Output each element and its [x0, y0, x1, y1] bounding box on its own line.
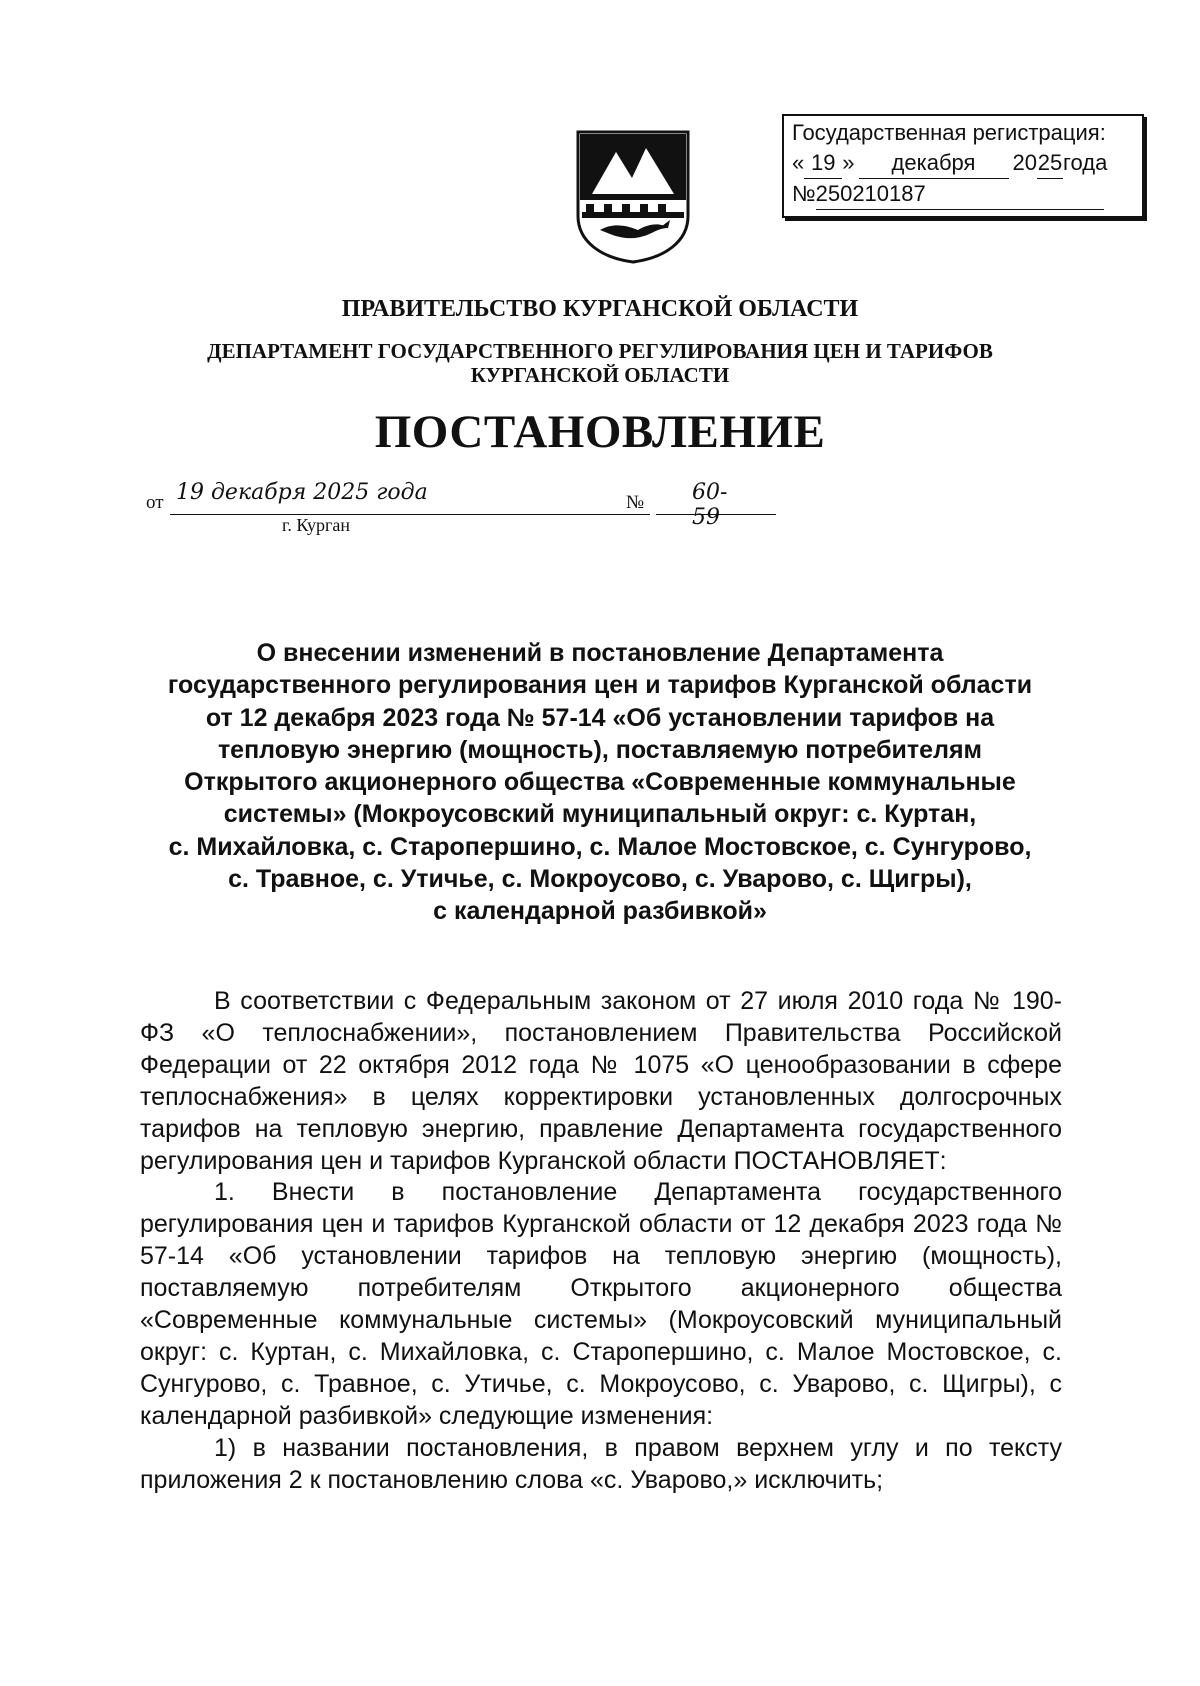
title-line: системы» (Мокроусовский муниципальный округ: с. Куртан,: [223, 800, 977, 829]
title-line: с. Михайловка, с. Старопершино, с. Малое Мостовское, с. Сунгурово,: [168, 832, 1032, 861]
title-line: Открытого акционерного общества «Современные коммунальные: [184, 768, 1016, 797]
item-1-paragraph: 1. Внести в постановление Департамента государственного регулирования цен и тарифов Курганской области от 12 декабря 2023 года № 57-14 «Об установлении тарифов на тепловую энергию (мощность), поставляемую потребителям Открытого акционерного общества «Современные коммунальные системы» (Мокроусовский муниципальный округ: с. Куртан, с. Михайловка, с. Старопершино, с. Малое Мостовское, с. Сунгурово, с. Травное, с. Утичье, с. Мокроусово, с. Уварово, с. Щигры), с календарной разбивкой» следующие изменения:: [140, 1178, 1062, 1430]
title-line: О внесении изменений в постановление Департамента: [256, 639, 944, 667]
city: г. Курган: [282, 515, 351, 535]
document-body: [140, 986, 1062, 1497]
department-line-2: КУРГАНСКОЙ ОБЛАСТИ: [470, 363, 730, 387]
registration-number-label: №: [792, 181, 816, 206]
title-line: тепловую энергию (мощность), поставляемую потребителям: [217, 735, 983, 764]
preamble-paragraph: В соответствии с Федеральным законом от 27 июля 2010 года № 190-ФЗ «О теплоснабжении», постановлением Правительства Российской Федерации от 22 октября 2012 года № 1075 «О ценообразовании в сфере теплоснабжения» в целях корректировки установленных долгосрочных тарифов на тепловую энергию, правление Департамента государственного регулирования цен и тарифов Курганской области ПОСТАНОВЛЯЕТ:: [140, 987, 1062, 1175]
close-quote: »: [842, 150, 855, 175]
document-title: [140, 637, 1060, 928]
number-label: №: [626, 492, 645, 513]
department-line-1: ДЕПАРТАМЕНТ ГОСУДАРСТВЕННОГО РЕГУЛИРОВАНИЯ ЦЕН И ТАРИФОВ: [207, 339, 993, 363]
item-1-1-paragraph: 1) в названии постановления, в правом верхнем углу и по тексту приложения 2 к постановлению слова «с. Уварово,» исключить;: [140, 1433, 1062, 1494]
registration-day: 19: [804, 148, 842, 179]
registration-number: 250210187: [816, 179, 1104, 210]
registration-month: декабря: [859, 148, 1009, 179]
title-line: с. Травное, с. Утичье, с. Мокроусово, с. Уварово, с. Щигры),: [228, 865, 972, 894]
open-quote: «: [792, 150, 805, 175]
government-name: ПРАВИТЕЛЬСТВО КУРГАНСКОЙ ОБЛАСТИ: [341, 296, 859, 322]
registration-stamp: [782, 114, 1144, 218]
handwritten-number: 60-59: [692, 480, 728, 530]
registration-year-word: года: [1062, 150, 1108, 175]
registration-date: [792, 148, 1142, 179]
coat-of-arms-icon: [574, 130, 692, 264]
date-from-label: от: [146, 492, 164, 513]
registration-label: Государственная регистрация:: [792, 120, 1106, 145]
title-line: от 12 декабря 2023 года № 57-14 «Об установлении тарифов на: [205, 703, 995, 732]
document-type: ПОСТАНОВЛЕНИЕ: [374, 406, 826, 458]
title-line: с календарной разбивкой»: [433, 897, 767, 926]
handwritten-date: 19 декабря 2025 года: [176, 480, 428, 505]
registration-year-prefix: 20: [1012, 150, 1037, 175]
registration-number-row: [792, 179, 1142, 210]
registration-year-suffix: 25: [1037, 148, 1063, 179]
department-name: [0, 339, 1200, 387]
title-line: государственного регулирования цен и тарифов Курганской области: [167, 671, 1033, 700]
